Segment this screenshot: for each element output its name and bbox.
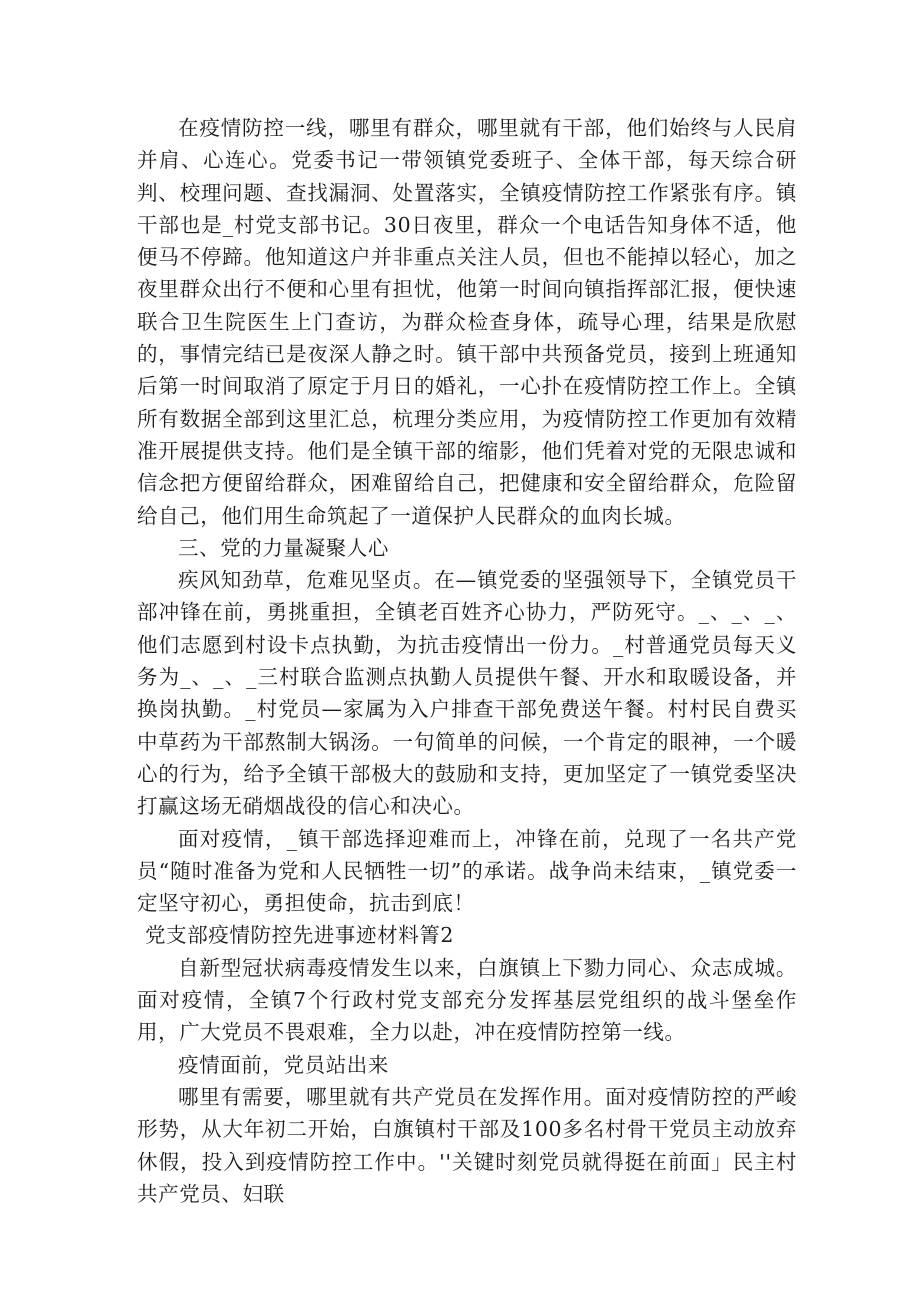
paragraph-baiqi-intro: 自新型冠状病毒疫情发生以来，白旗镇上下勠力同心、众志成城。面对疫情，全镇7个行政村党支部充分发挥基层党组织的战斗堡垒作用，广大党员不畏艰难，全力以赴，冲在疫情防控第一线。 [137, 955, 797, 1045]
paragraph-volunteers: 疾风知劲草，危难见坚贞。在—镇党委的坚强领导下，全镇党员干部冲锋在前，勇挑重担，全镇老百姓齐心协力，严防死守。_、_、_、他们志愿到村设卡点执勤，为抗击疫情出一份力。_村普通党员每天义务为_、_、_三村联合监测点执勤人员提供午餐、开水和取暖设备，并换岗执勤。_村党员—家属为入户排查干部免费送午餐。村村民自费买中草药为干部熬制大锅汤。一句简单的问候，一个肯定的眼神，一个暖心的行为，给予全镇干部极大的鼓励和支持，更加坚定了一镇党委坚决打赢这场无硝烟战役的信心和决心。 [137, 568, 797, 819]
document-body [137, 112, 797, 1210]
section-heading-members-step-up: 疫情面前，党员站出来 [178, 1052, 389, 1077]
paragraph-where-needed: 哪里有需要，哪里就有共产党员在发挥作用。面对疫情防控的严峻形势，从大年初二开始，白旗镇村干部及100多名村骨干党员主动放弃休假，投入到疫情防控工作中。''关键时刻党员就得挺在前面」民主村共产党员、妇联 [137, 1084, 797, 1206]
section-heading-party-strength: 三、党的力量凝聚人心 [178, 535, 389, 560]
paragraph-commitment: 面对疫情，_镇干部选择迎难而上，冲锋在前，兑现了一名共产党员“随时准备为党和人民牺牲一切”的承诺。战争尚未结束，_镇党委一定坚守初心，勇担使命，抗击到底！ [137, 826, 797, 916]
paragraph-frontline-cadres: 在疫情防控一线，哪里有群众，哪里就有干部，他们始终与人民肩并肩、心连心。党委书记一带领镇党委班子、全体干部，每天综合研判、校理问题、查找漏洞、处置落实，全镇疫情防控工作紧张有序。镇干部也是_村党支部书记。30日夜里，群众一个电话告知身体不适，他便马不停蹄。他知道这户并非重点关注人员，但也不能掉以轻心，加之夜里群众出行不便和心里有担忧，他第一时间向镇指挥部汇报，便快速联合卫生院医生上门查访，为群众检查身体，疏导心理，结果是欣慰的，事情完结已是夜深人静之时。镇干部中共预备党员，接到上班通知后第一时间取消了原定于月日的婚礼，一心扑在疫情防控工作上。全镇所有数据全部到这里汇总，杭理分类应用，为疫情防控工作更加有效精准开展提供支持。他们是全镇干部的缩影，他们凭着对党的无限忠诚和信念把方便留给群众，困难留给自己，把健康和安全留给群众，危险留给自己，他们用生命筑起了一道保护人民群众的血肉长城。 [137, 116, 797, 528]
article-title-2: 党支部疫情防控先进事迹材料箐2 [145, 923, 455, 948]
